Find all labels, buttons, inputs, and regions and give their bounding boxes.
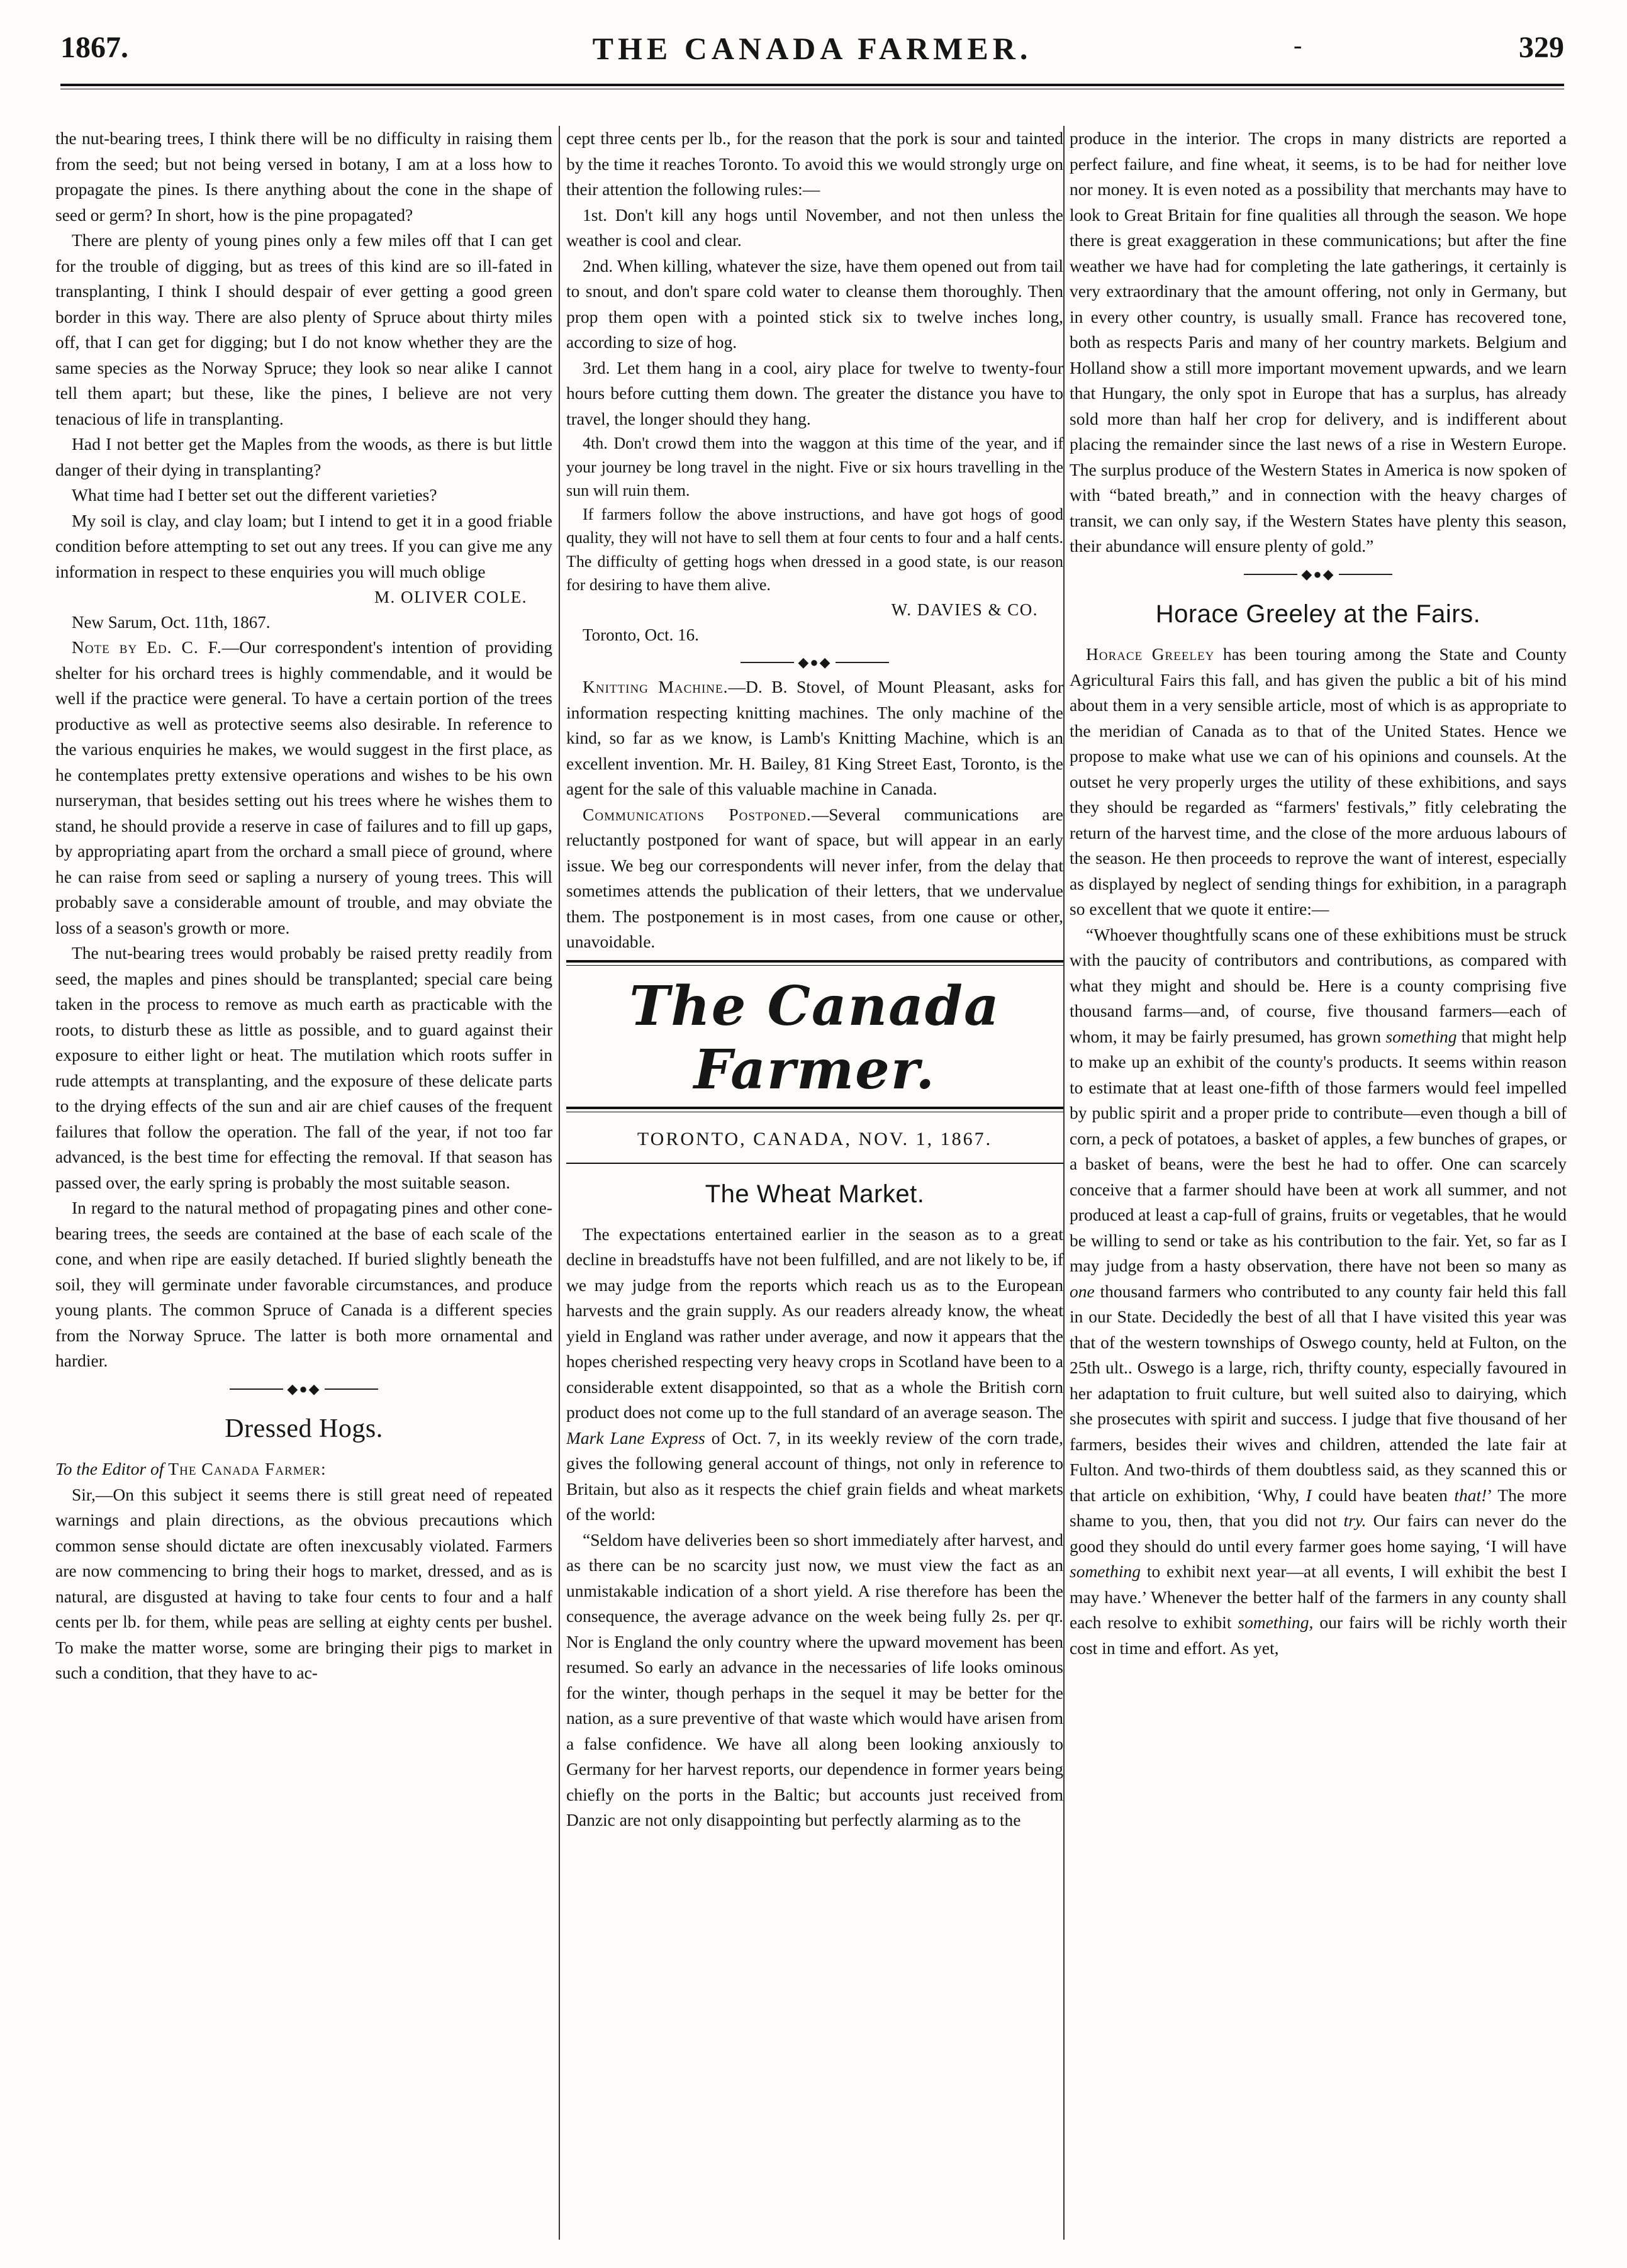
editor-note-body: —Our correspondent's intention of providing shelter for his orchard trees is highly commendable, and it would be well if the practice were general. To have a certain portion of the trees productive as well as protective seems also desirable. In reference to the various enquiries he makes, we would suggest in the first place, as he contemplates pretty extensive operations and wishes to be his own nurseryman, that besides setting out his trees where he wishes them to stand, he should provide a reserve in case of failures and to fill up gaps, by appropriating apart from the orchard a small piece of ground, where he can raise from seed or sapling a nursery of young trees. This will probably save a considerable amount of trouble, and may obviate the loss of a season's growth or more.	[55, 637, 552, 937]
letter-paragraph: the nut-bearing trees, I think there will be no difficulty in raising them from the seed; but not being versed in botany, I am at a loss how to propagate the pines. Is there anything about the cone in the shape of seed or germ? In short, how is the pine propagated?	[55, 128, 552, 225]
hogs-place-date: Toronto, Oct. 16.	[583, 625, 699, 644]
communications-postponed-lead: Communications Postponed.	[583, 804, 812, 824]
editor-note	[55, 635, 552, 941]
banner-rule	[566, 960, 1063, 966]
issue-year: 1867.	[60, 31, 128, 64]
column-1	[55, 126, 552, 2252]
greeley-quote	[1070, 922, 1567, 1662]
to-editor-paper: The Canada Farmer	[168, 1459, 321, 1479]
to-editor-prefix: To the Editor of	[55, 1459, 164, 1479]
letter-signature: M. OLIVER COLE.	[374, 588, 527, 606]
editor-note-lead: Note by Ed. C. F.	[72, 637, 222, 657]
greeley-text: has been touring among the State and County Agricultural Fairs this fall, and has given the public a bit of his mind about them in a very sensible article, most of which is as appropriate to the meridian of Canada as to that of the United States. Hence we propose to make what use we can of his opinions and counsels. At the outset he very properly urges the utility of these exhibitions, and says they should be regarded as “farmers' festivals,” fitly celebrating the return of the harvest time, and the close of the more arduous labours of the season. He then proceeds to reprove the want of interest, especially as displayed by neglect of sending things for exhibition, in a paragraph so excellent that we quote it entire:—	[1070, 644, 1567, 919]
hogs-letter-continued: cept three cents per lb., for the reason that the pork is sour and tainted by the time it reaches Toronto. To avoid this we would strongly urge on their attention the following rules:—	[566, 128, 1063, 199]
letter-place-date: New Sarum, Oct. 11th, 1867.	[72, 613, 271, 632]
quote-emphasis: something,	[1238, 1612, 1314, 1633]
quote-emphasis: try.	[1343, 1511, 1367, 1531]
quote-text: could have beaten	[1318, 1485, 1448, 1505]
hogs-rule: If farmers follow the above instructions, and have got hogs of good quality, they will not have to sell them at four cents to four and a half cents. The difficulty of getting hogs when dressed in a good state, is our reason for desiring to have them alive.	[566, 505, 1063, 594]
wheat-quote-continued: produce in the interior. The crops in many districts are reported a perfect failure, and fine wheat, it seems, is to be had for neither love nor money. It is even noted as a possibility that merchants may have to look to Great Britain for fine qualities all through the season. We hope there is great exaggeration in these communications; but after the fine weather we have had for completing the late gatherings, it certainly is very extraordinary that the amount offering, not only in Germany, but in every other country, is usually small. France has recovered tone, both as respects Paris and many of her country markets. Belgium and Holland show a still more important movement upwards, and we learn that Hungary, the only spot in Europe that has a surplus, has already sold more than half her crop for delivery, and is indifferent about placing the remainder since the last news of a rise in Western Europe. The surplus produce of the Western States in America is now spoken of with “bated breath,” and in connection with the heavy charges of transit, we can only say, if the Western States have plenty this season, their abundance will ensure plenty of gold.”	[1070, 128, 1567, 556]
communications-postponed-body: —Several communications are reluctantly postponed for want of space, but will appear in an early issue. We beg our correspondents will never infer, from the delay that sometimes attends the publication of their letters, that we undervalue them. The postponement is in most cases, from one cause or other, unavoidable.	[566, 804, 1063, 952]
column-3	[1070, 126, 1567, 2252]
letter-paragraph: What time had I better set out the different varieties?	[72, 485, 437, 505]
quote-text: ’ The more shame to you, then, that you did not	[1070, 1485, 1567, 1531]
hogs-letter-body: Sir,—On this subject it seems there is still great need of repeated warnings and plain directions, as the obvious precautions which common sense should dictate are often inexcusably violated. Farmers are now commencing to bring their hogs to market, dressed, and as is natural, are disgusted at having to take four cents to four and a half cents per lb. for them, while peas are selling at eighty cents per bushel. To make the matter worse, some are bringing their pigs to market in such a condition, that they have to ac-	[55, 1484, 552, 1683]
article-heading-wheat-market: The Wheat Market.	[705, 1180, 925, 1208]
dateline-rule	[566, 1163, 1063, 1164]
editorial-banner: The Canada Farmer.	[629, 974, 1000, 1102]
letter-paragraph: Had I not better get the Maples from the woods, as there is but little danger of their dying in transplanting?	[55, 434, 552, 479]
quote-text: that might help to make up an exhibit of the county's products. It seems within reason to estimate that at least one-fifth of those farmers would feel impelled by public spirit and a proper pride to contribute—even though a bill of corn, a peck of potatoes, a basket of apples, a few bunches of grapes, or a basket of beans, were the best he had to offer. One can scarcely conceive that a farmer should have been at work all summer, and not produced at least a cap-full of grains, fruits or vegetables, that he would be willing to send or take as his contribution to the fair. Yet, so far as I may judge from a hasty observation, there have not been so many as	[1070, 1026, 1567, 1276]
to-editor-colon: :	[320, 1459, 326, 1479]
section-ornament: ◆●◆	[566, 652, 1063, 673]
article-heading-greeley: Horace Greeley at the Fairs.	[1155, 600, 1481, 628]
hogs-rule: 4th. Don't crowd them into the waggon at this time of the year, and if your journey be long travel in the night. Five or six hours travelling in the sun will ruin them.	[566, 434, 1063, 500]
masthead	[60, 30, 1564, 112]
quote-emphasis: something	[1385, 1026, 1457, 1046]
note-paragraph: The nut-bearing trees would probably be raised pretty readily from seed, the maples and pines should be transplanted; special care being taken in the process to remove as much earth as practicable with the roots, to disturb these as little as possible, and to guard against their exposure to either light or heat. The mutilation which roots suffer in rude attempts at transplanting, and the exposure of these delicate parts to the drying effects of the sun and air are chief causes of the frequent failures that follow the operation. The fall of the year, if not too far advanced, is the best time for effecting the removal. If that season has passed over, the early spring is probably the most suitable season.	[55, 943, 552, 1192]
greeley-lead: Horace Greeley	[1086, 644, 1215, 664]
greeley-paragraph	[1070, 642, 1567, 922]
section-ornament: ◆●◆	[1070, 564, 1567, 584]
note-paragraph: In regard to the natural method of propagating pines and other cone-bearing trees, the seeds are contained at the base of each scale of the cone, and when ripe are easily detached. If buried slightly beneath the soil, they will germinate under favorable circumstances, and produce young plants. The common Spruce of Canada is a different species from the Norway Spruce. The latter is both more ornamental and hardier.	[55, 1198, 552, 1370]
letter-paragraph: My soil is clay, and clay loam; but I intend to get it in a good friable condition before attempting to set out any trees. If you can give me any information in respect to these enquiries you will much oblige	[55, 510, 552, 581]
wheat-publication-name: Mark Lane Express	[566, 1427, 705, 1448]
quote-text: our fairs will be richly worth their cost in time and effort. As yet,	[1070, 1612, 1567, 1658]
article-heading-dressed-hogs: Dressed Hogs.	[225, 1414, 383, 1444]
quote-text: Our fairs can never do the good they should do until every farmer goes home saying, ‘I will have	[1070, 1511, 1567, 1556]
knitting-machine-lead: Knitting Machine.	[583, 677, 729, 697]
quote-text: to exhibit next year—at all events, I will exhibit the best I may have.’ Whenever the better half of the farmers in any county shall each resolve to exhibit	[1070, 1561, 1567, 1633]
quote-emphasis: one	[1070, 1281, 1095, 1301]
wheat-text: of Oct. 7, in its weekly review of the corn trade, gives the following general account of things, not only in reference to Britain, but also as it respects the chief grain fields and wheat markets of the world:	[566, 1427, 1063, 1524]
hogs-rule: 1st. Don't kill any hogs until November, and not then unless the weather is cool and clear.	[566, 204, 1063, 250]
quote-emphasis: something	[1070, 1561, 1141, 1582]
section-ornament: ◆●◆	[55, 1379, 552, 1399]
knitting-machine-item	[566, 674, 1063, 802]
editorial-dateline: TORONTO, CANADA, NOV. 1, 1867.	[637, 1128, 993, 1149]
page-number: 329	[1519, 31, 1564, 64]
hogs-signature: W. DAVIES & CO.	[891, 600, 1038, 619]
hogs-rule: 2nd. When killing, whatever the size, have them opened out from tail to snout, and don't spare cold water to cleanse them thoroughly. Then prop them open with a pointed stick six to twelve inches long, according to size of hog.	[566, 255, 1063, 352]
hogs-rule: 3rd. Let them hang in a cool, airy place for twelve to twenty-four hours before cutting them down. The greater the distance you have to travel, the longer should they hang.	[566, 357, 1063, 428]
wheat-market-quote: “Seldom have deliveries been so short immediately after harvest, and as there can be no scarcity just now, we must view the fact as an unmistakable indication of a short yield. A rise therefore has been the consequence, the average advance on the week being fully 2s. per qr. Nor is England the only country where the upward movement has been resumed. So early an advance in the necessaries of life looks ominous for the winter, though perhaps in the sequel it may be better for the nation, as a sure preventive of that waste which would have arisen from a false confidence. We have all along been looking anxiously to Germany for her harvest reports, our dependence in former years being chiefly on the ports in the Baltic; but accounts just received from Danzic are not only disappointing but perfectly alarming as to the	[566, 1529, 1063, 1830]
header-dash: -	[1294, 31, 1302, 59]
newspaper-title: THE CANADA FARMER.	[592, 31, 1032, 66]
banner-rule	[566, 1107, 1063, 1112]
quote-text: “Whoever thoughtfully scans one of these exhibitions must be struck with the paucity of contributors and contributions, as compared with what they might and should be. Here is a county comprising five thousand farms—and, of course, five thousand farmers—each of whom, it may be fairly presumed, has grown	[1070, 924, 1567, 1046]
to-editor-line	[55, 1456, 552, 1482]
quote-text: thousand farmers who contributed to any county fair held this fall in our State. Decidedly the best of all that I have visited this year was that of the western townships of Oswego county, held at Fulton, on the 25th ult.. Oswego is a large, rich, thrifty county, especially favoured in her adaptation to fruit culture, but well suited also to dairying, which she prosecutes with spirit and success. I judge that five thousand of her farmers, besides their wives and children, attended the late fair at Fulton. And two-thirds of them doubtless said, as they scanned this or that article on exhibition, ‘Why,	[1070, 1281, 1567, 1505]
quote-emphasis: I	[1306, 1485, 1312, 1505]
letter-paragraph: There are plenty of young pines only a few miles off that I can get for the trouble of digging, but as trees of this kind are so ill-fated in transplanting, I think I should despair of ever getting a good green border in this way. There are also plenty of Spruce about thirty miles off, that I can get for digging; but I do not know whether they are the same species as the Norway Spruce; they look so near alike I cannot tell them apart; but these, like the pines, I believe are not very tenacious of life in transplanting.	[55, 230, 552, 428]
wheat-text: The expectations entertained earlier in the season as to a great decline in breadstuffs have not been fulfilled, and are not likely to be, if we may judge from the reports which reach us as to the European harvests and the grain supply. As our readers already know, the wheat yield in England was rather under average, and now it appears that the hopes cherished respecting very heavy crops in Scotland have been to a considerable extent disappointed, so that as a whole the British corn product does not come up to the full standard of an average season. The	[566, 1224, 1063, 1422]
column-2	[566, 126, 1063, 2252]
header-rule	[60, 84, 1564, 86]
quote-emphasis: that!	[1454, 1485, 1487, 1505]
column-divider	[1063, 126, 1065, 2240]
column-divider	[559, 126, 560, 2240]
communications-postponed-item	[566, 802, 1063, 955]
wheat-market-paragraph	[566, 1222, 1063, 1528]
knitting-machine-body: —D. B. Stovel, of Mount Pleasant, asks for information respecting knitting machines. The only machine of the kind, so far as we know, is Lamb's Knitting Machine, which is an excellent invention. Mr. H. Bailey, 81 King Street East, Toronto, is the agent for the sale of this valuable machine in Canada.	[566, 677, 1063, 799]
